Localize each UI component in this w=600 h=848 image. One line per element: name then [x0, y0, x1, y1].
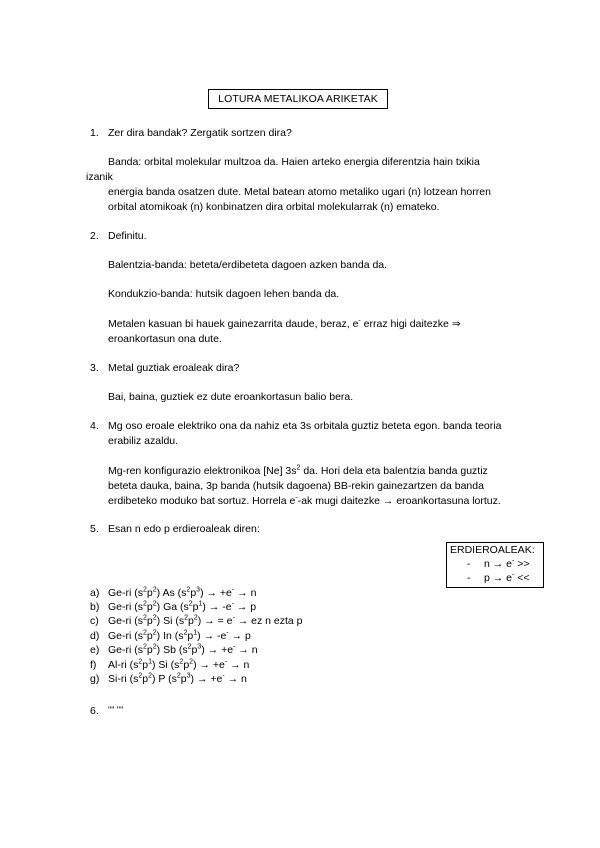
- item-row: Si-ri $(s^2p^2)$ P $(s^2p^3) \to +e^- \to n$: [108, 672, 247, 685]
- answer-4-line-3: erdibeteko moduko bat sortuz. Horrela e--ak mugi daitezke → eroankortasuna lortuz.: [108, 494, 501, 507]
- answer-1-line-1: Banda: orbital molekular multzoa da. Haien arteko energia diferentzia hain txikia: [108, 156, 480, 168]
- answer-3-text: Bai, baina, guztiek ez dute eroankortasun balio bera.: [108, 391, 354, 403]
- legend-row-1-dash: -: [467, 558, 471, 570]
- item-row: Ge-ri $(s^2p^2)$ In $(s^2p^1) \to -e^- \to p$: [108, 629, 251, 642]
- item-row: Ge-ri $(s^2p^2)$ Sb $(s^2p^3) \to +e^- \to n$: [108, 643, 258, 656]
- legend-row-1: n → e- >>: [484, 557, 530, 570]
- item-letter: g): [90, 673, 100, 685]
- page-title-text: LOTURA METALIKOA ARIKETAK: [218, 93, 378, 105]
- item-row: Ge-ri $(s^2p^2)$ Si $(s^2p^2)$ → = e- → ez n ezta p: [108, 614, 303, 627]
- answer-2-metalen-line-2: eroankortasun ona dute.: [108, 333, 222, 345]
- answer-2-kondukzio: Kondukzio-banda: hutsik dagoen lehen banda da.: [108, 288, 340, 300]
- legend-row-2: p → e- <<: [484, 571, 530, 584]
- answer-1-line-2: izanik: [86, 171, 113, 183]
- question-2-number: 2.: [90, 230, 99, 242]
- item-row: Ge-ri $(s^2p^2)$ Ga $(s^2p^1) \to -e^- \to p$: [108, 600, 257, 613]
- question-4-number: 4.: [90, 420, 99, 432]
- question-6-text: "" "": [108, 705, 124, 715]
- question-4-line-2: erabiliz azaldu.: [108, 435, 179, 447]
- item-letter: e): [90, 644, 100, 656]
- answer-2-metalen-line-1: Metalen kasuan bi hauek gainezarrita daude, beraz, e- erraz higi daitezke ⇒: [108, 317, 461, 330]
- question-5-text: Esan n edo p erdieroaleak diren:: [108, 523, 260, 535]
- question-4-line-1: Mg oso eroale elektriko ona da nahiz eta 3s orbitala guztiz beteta egon. banda teoria: [108, 420, 502, 432]
- question-5-number: 5.: [90, 523, 99, 535]
- question-3-number: 3.: [90, 362, 99, 374]
- legend-title: ERDIEROALEAK:: [450, 544, 535, 556]
- question-1-text: Zer dira bandak? Zergatik sortzen dira?: [108, 127, 292, 139]
- answer-2-balentzia: Balentzia-banda: beteta/erdibeteta dagoen azken banda da.: [108, 259, 388, 271]
- item-letter: b): [90, 601, 100, 613]
- item-row: Al-ri $(s^2p^1)$ Si $(s^2p^2) \to +e^- \to n$: [108, 658, 250, 671]
- page-title: [208, 89, 388, 109]
- question-1-number: 1.: [90, 127, 99, 139]
- question-2-text: Definitu.: [108, 230, 147, 242]
- question-6-number: 6.: [90, 705, 99, 717]
- legend-box: [446, 542, 544, 588]
- item-letter: d): [90, 630, 100, 642]
- answer-1-line-3: energia banda osatzen dute. Metal batean atomo metaliko ugari (n) lotzean horren: [108, 186, 491, 198]
- item-letter: c): [90, 615, 99, 627]
- question-3-text: Metal guztiak eroaleak dira?: [108, 362, 240, 374]
- item-letter: a): [90, 587, 100, 599]
- answer-1-line-4: orbital atomikoak (n) konbinatzen dira orbital molekularrak (n) emateko.: [108, 201, 440, 213]
- item-letter: f): [90, 659, 97, 671]
- answer-4-line-1: Mg-ren konfigurazio elektronikoa [Ne] $3s^2$ da. Hori dela eta balentzia banda guztiz: [108, 464, 488, 477]
- answer-4-line-2: beteta dauka, baina, 3p banda (hutsik dagoena) BB-rekin gainezartzen da banda: [108, 480, 484, 492]
- item-row: Ge-ri $(s^2p^2)$ As $(s^2p^3) \to +e^- \to n$: [108, 586, 257, 599]
- legend-row-2-dash: -: [467, 572, 471, 584]
